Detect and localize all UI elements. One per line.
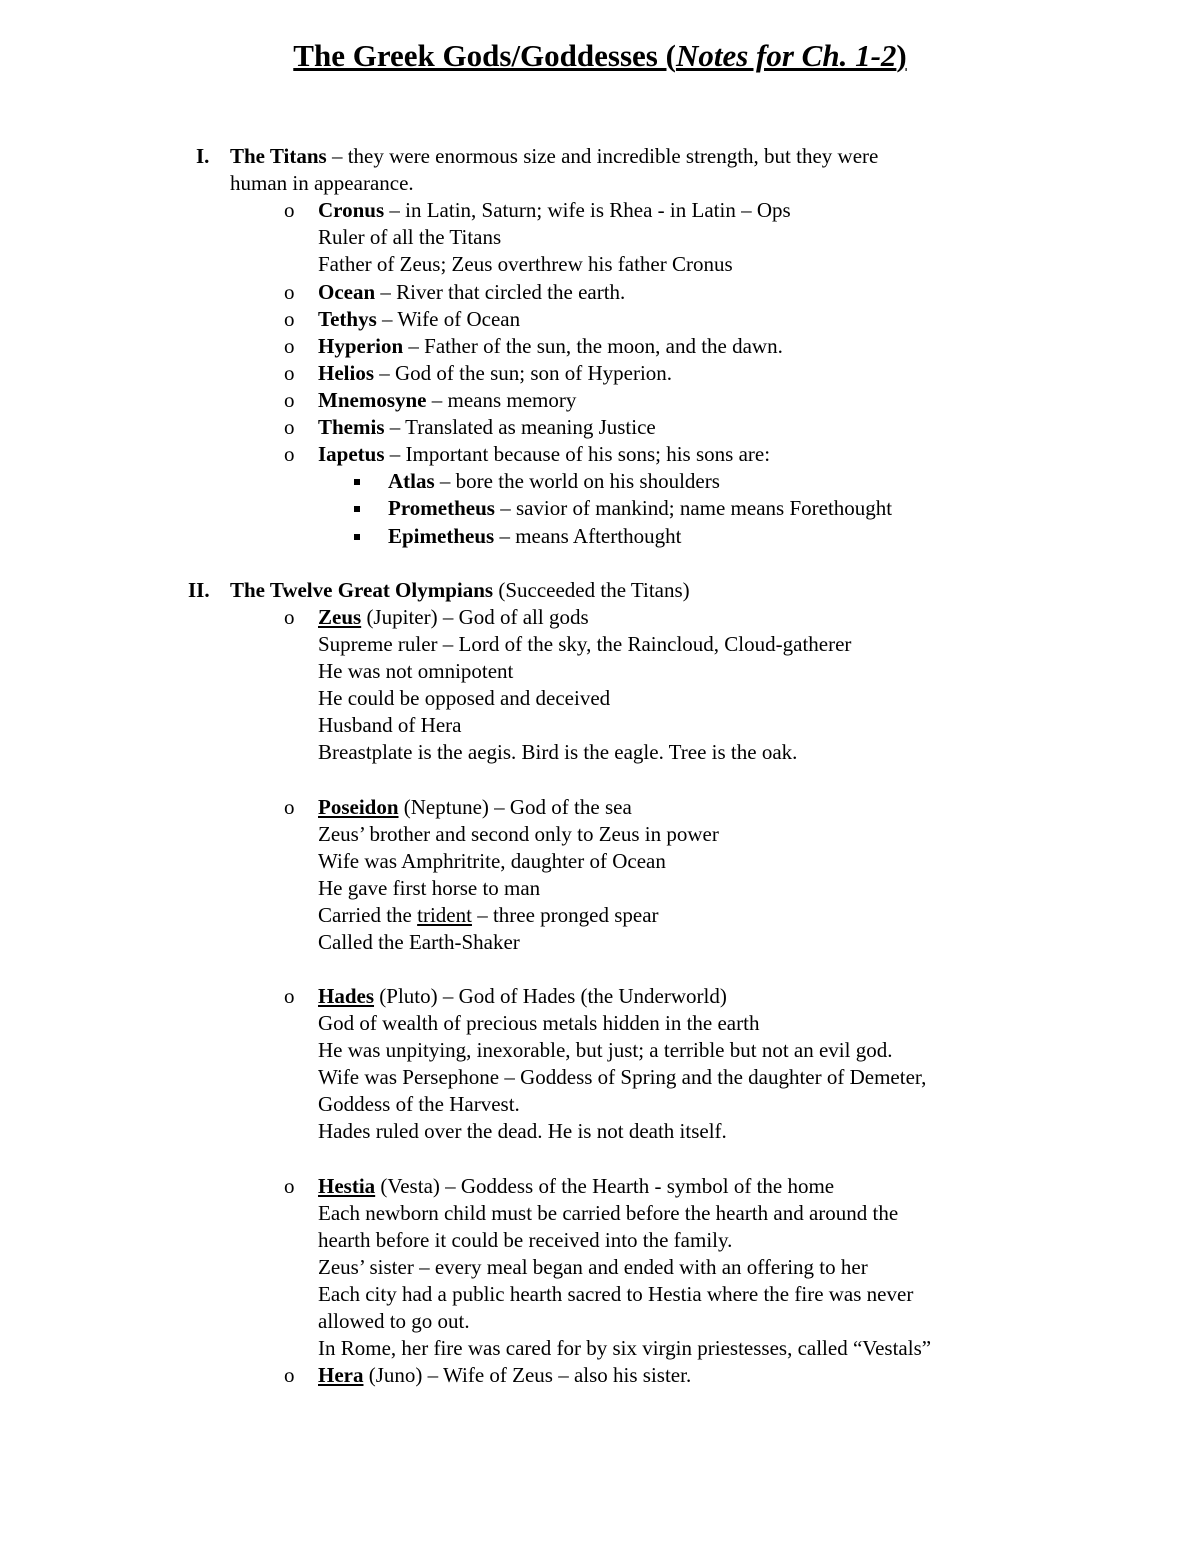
sub-list-item xyxy=(388,495,892,522)
bullet-icon: o xyxy=(284,415,295,439)
bullet-icon: o xyxy=(284,605,295,629)
item-line: Ruler of all the Titans xyxy=(318,225,502,249)
section-numeral: I. xyxy=(196,144,210,168)
bullet-icon: o xyxy=(284,795,295,819)
god-name: Poseidon xyxy=(318,795,399,819)
item-name: Tethys xyxy=(318,307,377,331)
bullet-icon: o xyxy=(284,1174,295,1198)
god-entry xyxy=(318,1173,834,1200)
son-text: – bore the world on his shoulders xyxy=(434,469,720,493)
god-latin: (Pluto) – God of Hades (the Underworld) xyxy=(374,984,727,1008)
list-item xyxy=(318,414,656,441)
god-latin: (Vesta) – Goddess of the Hearth - symbol of the home xyxy=(375,1174,835,1198)
item-name: Mnemosyne xyxy=(318,388,427,412)
god-line: He was not omnipotent xyxy=(318,659,514,683)
item-name: Helios xyxy=(318,361,374,385)
bullet-icon: o xyxy=(284,388,295,412)
item-name: Cronus xyxy=(318,198,385,222)
item-text: – River that circled the earth. xyxy=(375,280,626,304)
list-item xyxy=(318,279,625,306)
item-name: Themis xyxy=(318,415,385,439)
list-item xyxy=(318,441,770,468)
title-close: ) xyxy=(896,38,907,73)
item-text: – means memory xyxy=(426,388,577,412)
section-heading-bold: The Twelve Great Olympians xyxy=(230,578,494,602)
god-latin: (Juno) – Wife of Zeus – also his sister. xyxy=(363,1363,692,1387)
god-line: Breastplate is the aegis. Bird is the eagle. Tree is the oak. xyxy=(318,740,798,764)
item-text: – in Latin, Saturn; wife is Rhea - in Latin – Ops xyxy=(384,198,791,222)
god-entry xyxy=(318,983,727,1010)
sub-list-item xyxy=(388,468,720,495)
god-latin: (Jupiter) – God of all gods xyxy=(361,605,589,629)
bullet-icon: o xyxy=(284,442,295,466)
section-heading xyxy=(230,577,690,604)
bullet-icon: o xyxy=(284,307,295,331)
god-entry xyxy=(318,604,589,631)
underlined-word: trident xyxy=(417,903,472,927)
son-name: Atlas xyxy=(388,469,435,493)
god-line: Zeus’ sister – every meal began and ended with an offering to her xyxy=(318,1255,868,1279)
god-line: Called the Earth-Shaker xyxy=(318,930,520,954)
list-item xyxy=(318,360,672,387)
son-name: Epimetheus xyxy=(388,524,495,548)
title-italic: Notes for Ch. 1-2 xyxy=(675,38,897,73)
god-line: hearth before it could be received into the family. xyxy=(318,1228,733,1252)
section-numeral: II. xyxy=(188,578,210,602)
item-text: – Translated as meaning Justice xyxy=(384,415,656,439)
item-text: – Wife of Ocean xyxy=(376,307,521,331)
list-item xyxy=(318,387,576,414)
section-heading-text: – they were enormous size and incredible strength, but they were xyxy=(326,144,879,168)
item-line: Father of Zeus; Zeus overthrew his father Cronus xyxy=(318,252,733,276)
god-name: Hades xyxy=(318,984,375,1008)
section-heading-text: (Succeeded the Titans) xyxy=(493,578,690,602)
god-line: Husband of Hera xyxy=(318,713,462,737)
item-text: – God of the sun; son of Hyperion. xyxy=(374,361,673,385)
god-line: Each city had a public hearth sacred to Hestia where the fire was never xyxy=(318,1282,914,1306)
section-heading xyxy=(230,143,878,170)
list-item xyxy=(318,333,783,360)
item-name: Hyperion xyxy=(318,334,404,358)
section-heading-bold: The Titans xyxy=(230,144,327,168)
god-name: Zeus xyxy=(318,605,362,629)
bullet-icon: o xyxy=(284,1363,295,1387)
god-line: Zeus’ brother and second only to Zeus in power xyxy=(318,822,719,846)
item-name: Iapetus xyxy=(318,442,385,466)
bullet-icon: o xyxy=(284,334,295,358)
title-main: The Greek Gods/Goddesses ( xyxy=(293,38,676,73)
god-name: Hestia xyxy=(318,1174,376,1198)
page-title xyxy=(0,38,1200,74)
section-heading-cont: human in appearance. xyxy=(230,171,414,195)
bullet-icon: o xyxy=(284,984,295,1008)
god-line: Wife was Amphritrite, daughter of Ocean xyxy=(318,849,666,873)
god-line: Wife was Persephone – Goddess of Spring and the daughter of Demeter, xyxy=(318,1065,927,1089)
god-name: Hera xyxy=(318,1363,364,1387)
god-line: Hades ruled over the dead. He is not death itself. xyxy=(318,1119,727,1143)
son-text: – means Afterthought xyxy=(494,524,682,548)
god-line: Goddess of the Harvest. xyxy=(318,1092,520,1116)
god-entry xyxy=(318,794,632,821)
god-line: Supreme ruler – Lord of the sky, the Raincloud, Cloud-gatherer xyxy=(318,632,852,656)
god-line: He could be opposed and deceived xyxy=(318,686,611,710)
item-text: – Important because of his sons; his sons are: xyxy=(384,442,771,466)
line-text: – three pronged spear xyxy=(471,903,659,927)
son-name: Prometheus xyxy=(388,496,495,520)
list-item xyxy=(318,197,791,224)
god-line: Each newborn child must be carried before the hearth and around the xyxy=(318,1201,899,1225)
list-item xyxy=(318,306,520,333)
god-line: He gave first horse to man xyxy=(318,876,541,900)
item-text: – Father of the sun, the moon, and the dawn. xyxy=(403,334,783,358)
god-line: allowed to go out. xyxy=(318,1309,470,1333)
god-line xyxy=(318,902,659,929)
square-bullet-icon xyxy=(354,506,360,512)
god-line: In Rome, her fire was cared for by six virgin priestesses, called “Vestals” xyxy=(318,1336,932,1360)
bullet-icon: o xyxy=(284,280,295,304)
line-text: Carried the xyxy=(318,903,418,927)
bullet-icon: o xyxy=(284,198,295,222)
god-entry xyxy=(318,1362,691,1389)
son-text: – savior of mankind; name means Forethought xyxy=(494,496,893,520)
item-name: Ocean xyxy=(318,280,376,304)
bullet-icon: o xyxy=(284,361,295,385)
square-bullet-icon xyxy=(354,479,360,485)
god-latin: (Neptune) – God of the sea xyxy=(398,795,632,819)
god-line: God of wealth of precious metals hidden in the earth xyxy=(318,1011,760,1035)
square-bullet-icon xyxy=(354,534,360,540)
god-line: He was unpitying, inexorable, but just; a terrible but not an evil god. xyxy=(318,1038,893,1062)
sub-list-item xyxy=(388,523,681,550)
